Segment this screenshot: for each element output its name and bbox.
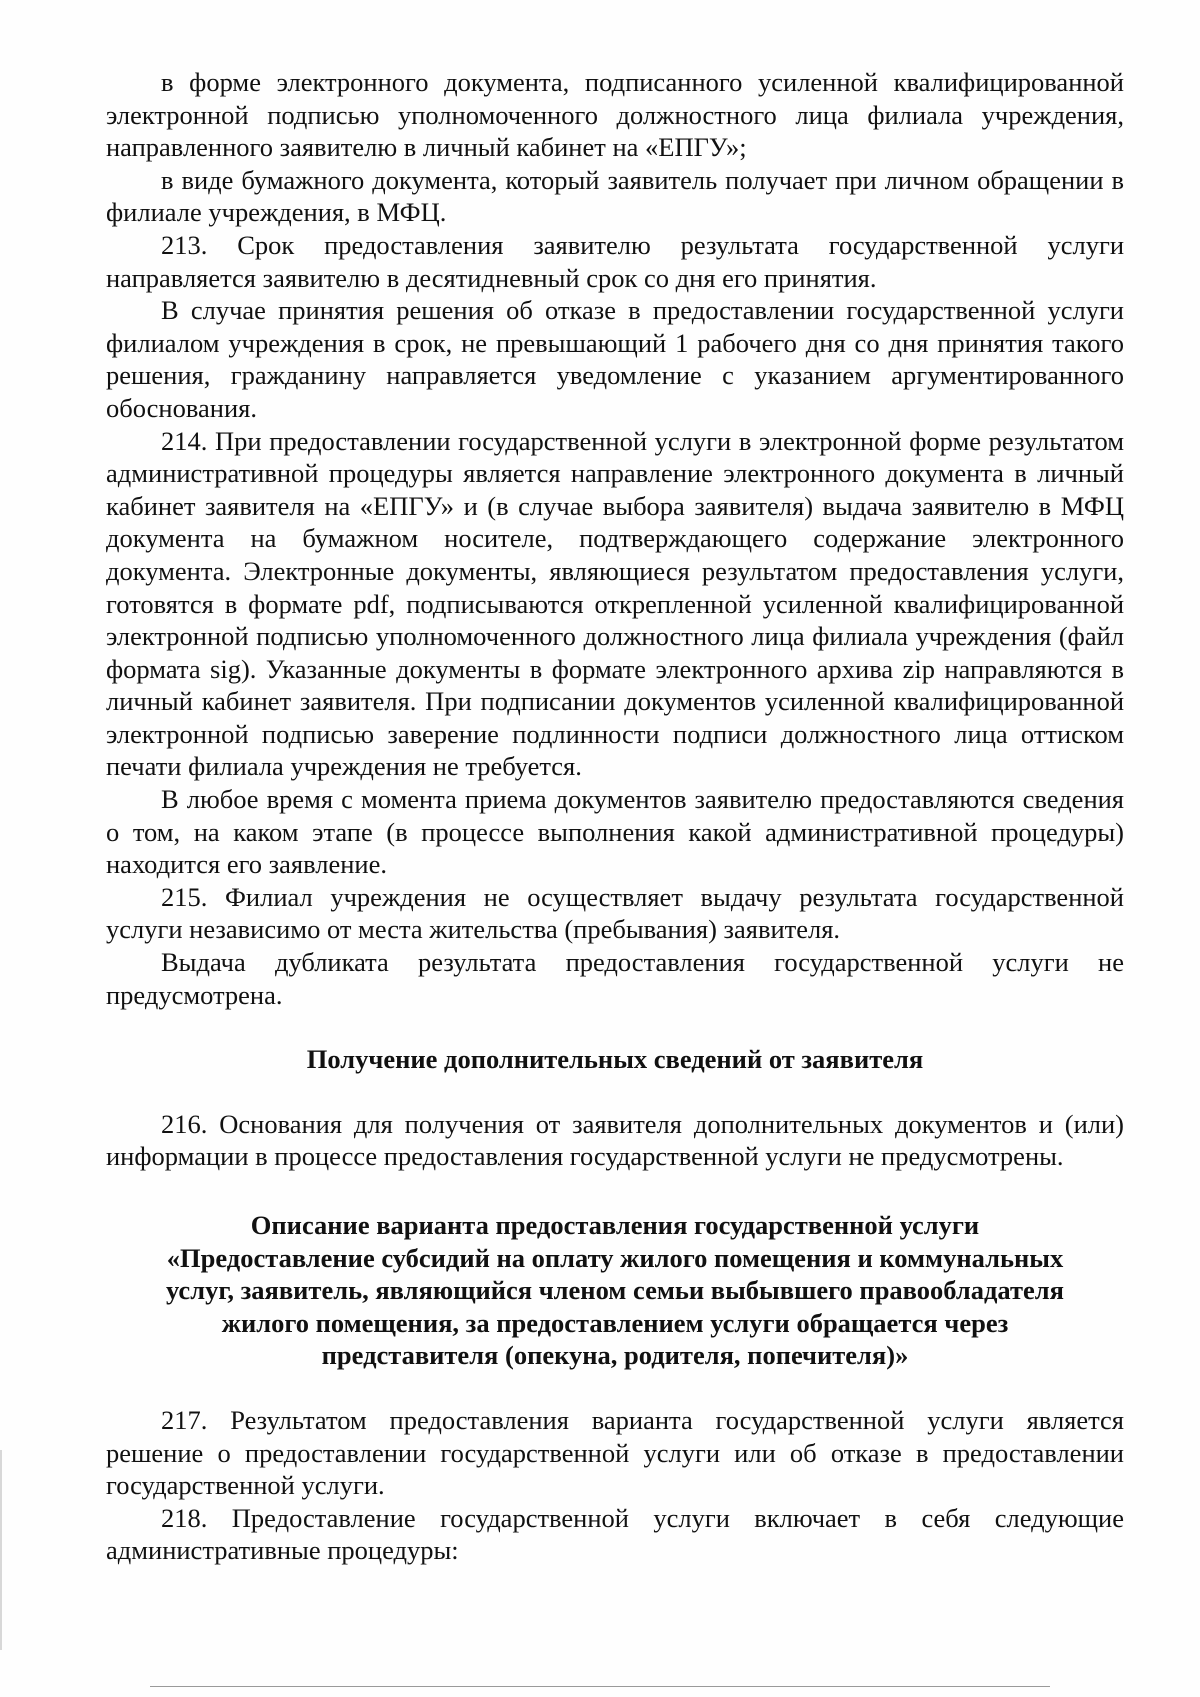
scan-bottom-line: [150, 1686, 1050, 1687]
section-heading-variant-description: [106, 1209, 1124, 1372]
section-heading-additional-info: Получение дополнительных сведений от заявителя: [306, 1044, 924, 1075]
paragraph-duplicate: Выдача дубликата результата предоставления государственной услуги не предусмотрена.: [106, 947, 1124, 1010]
paragraph-216: 216. Основания для получения от заявителя дополнительных документов и (или) информации в процессе предоставления государственной услуги не предусмотрены.: [106, 1108, 1124, 1172]
scan-edge-mark: [0, 1450, 2, 1650]
paragraph-paper-form: в виде бумажного документа, который заявитель получает при личном обращении в филиале учреждения, в МФЦ.: [106, 164, 1124, 228]
heading-line: Описание варианта предоставления государственной услуги: [250, 1210, 980, 1240]
paragraph-217: 217. Результатом предоставления варианта государственной услуги является решение о предоставлении государственной услуги или об отказе в предоставлении государственной услуги.: [106, 1404, 1124, 1501]
paragraph-213: 213. Срок предоставления заявителю результата государственной услуги направляется заявителю в десятидневный срок со дня его принятия.: [106, 229, 1124, 293]
document-body: [106, 66, 1124, 1567]
heading-line: услуг, заявитель, являющийся членом семьи выбывшего правообладателя: [166, 1275, 1064, 1306]
paragraph-214: 214. При предоставлении государственной услуги в электронной форме результатом административной процедуры является направление электронного документа в личный кабинет заявителя на «ЕПГУ» и (в случае выбора заявителя) выдача заявителю в МФЦ документа на бумажном носителе, подтверждающего содержание электронного документа. Электронные документы, являющиеся результатом предоставления услуги, готовятся в формате pdf, подписываются открепленной усиленной квалифицированной электронной подписью уполномоченного должностного лица филиала учреждения (файл формата sig). Указанные документы в формате электронного архива zip направляются в личный кабинет заявителя. При подписании документов усиленной квалифицированной электронной подписью заверение подлинности подписи должностного лица оттиском печати филиала учреждения не требуется.: [106, 425, 1124, 782]
heading-line: «Предоставление субсидий на оплату жилого помещения и коммунальных: [166, 1242, 1064, 1273]
paragraph-refusal: В случае принятия решения об отказе в предоставлении государственной услуги филиалом учреждения в срок, не превышающий 1 рабочего дня со дня принятия такого решения, гражданину направляется уведомление с указанием аргументированного обоснования.: [106, 295, 1124, 423]
paragraph-215: 215. Филиал учреждения не осуществляет выдачу результата государственной услуги независимо от места жительства (пребывания) заявителя.: [106, 881, 1124, 945]
paragraph-218: 218. Предоставление государственной услуги включает в себя следующие административные процедуры:: [106, 1502, 1124, 1566]
heading-line: жилого помещения, за предоставлением услуги обращается через: [221, 1307, 1009, 1338]
paragraph-electronic-form: в форме электронного документа, подписанного усиленной квалифицированной электронной подписью уполномоченного должностного лица филиала учреждения, направленного заявителю в личный кабинет на «ЕПГУ»;: [106, 67, 1124, 163]
paragraph-status-info: В любое время с момента приема документов заявителю предоставляются сведения о том, на каком этапе (в процессе выполнения какой административной процедуры) находится его заявление.: [106, 784, 1124, 880]
heading-line: представителя (опекуна, родителя, попечителя)»: [321, 1340, 909, 1371]
